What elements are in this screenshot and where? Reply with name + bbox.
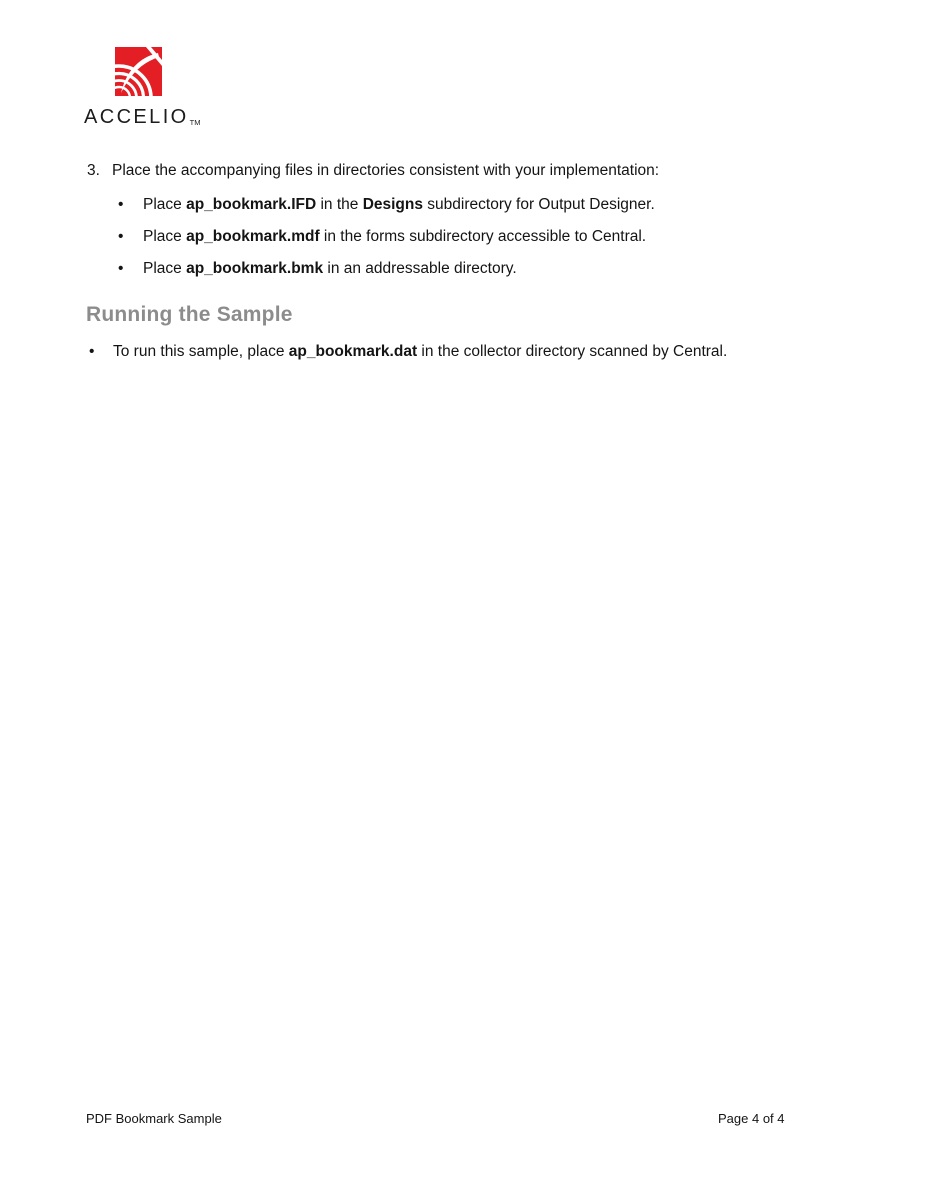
list-item-text: Place ap_bookmark.bmk in an addressable directory.: [143, 260, 517, 277]
brand-wordmark: [84, 106, 200, 129]
list-item-text: Place the accompanying files in directories consistent with your implementation:: [112, 162, 660, 179]
bullet-marker: •: [118, 196, 124, 213]
list-item: [118, 196, 655, 214]
list-item: [118, 228, 646, 246]
footer-doc-title: PDF Bookmark Sample: [86, 1111, 222, 1126]
trademark-symbol: TM: [189, 118, 201, 127]
bullet-marker: •: [118, 260, 124, 277]
accelio-logo: [84, 47, 200, 129]
bullet-marker: •: [118, 228, 124, 245]
brand-name: ACCELIO: [84, 106, 189, 128]
numbered-list-item: [87, 162, 659, 180]
list-item: [89, 343, 727, 361]
list-item-text: Place ap_bookmark.IFD in the Designs subdirectory for Output Designer.: [143, 196, 655, 213]
list-item: [118, 260, 517, 278]
accelio-logo-icon: [115, 47, 162, 96]
list-number: 3.: [87, 162, 100, 179]
footer-page-number: Page 4 of 4: [718, 1111, 785, 1126]
bullet-marker: •: [89, 343, 95, 360]
list-item-text: To run this sample, place ap_bookmark.dat in the collector directory scanned by Central.: [113, 343, 728, 360]
section-heading: Running the Sample: [86, 303, 293, 326]
list-item-text: Place ap_bookmark.mdf in the forms subdirectory accessible to Central.: [143, 228, 647, 245]
